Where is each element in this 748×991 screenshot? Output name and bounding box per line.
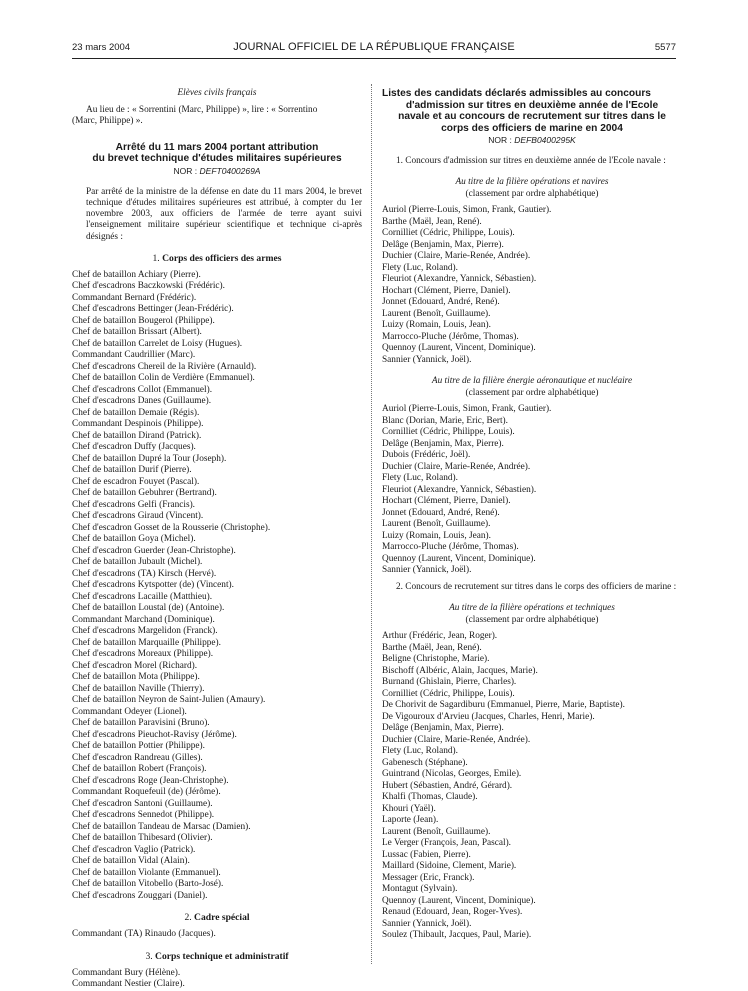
section-1-heading	[72, 253, 362, 265]
list-item: Delâge (Benjamin, Max, Pierre).	[382, 723, 504, 734]
list-item: Le Verger (François, Jean, Pascal).	[382, 838, 511, 849]
filiere-energie-sub: (classement par ordre alphabétique)	[465, 387, 599, 398]
list-item: Beligne (Christophe, Marie).	[382, 654, 490, 665]
list-item: Chef d'escadrons (TA) Kirsch (Hervé).	[72, 568, 217, 579]
list-item: Chef de bataillon Goya (Michel).	[72, 534, 196, 545]
header-date: 23 mars 2004	[72, 42, 131, 53]
listes-title-line-4: corps des officiers de marine en 2004	[441, 122, 623, 134]
list-item: Jonnet (Edouard, André, René).	[382, 507, 500, 518]
section-1-title: Corps des officiers des armes	[162, 252, 282, 264]
list-item: Bischoff (Albéric, Alain, Jacques, Marie).	[382, 665, 538, 676]
nor-reference: DEFB0400295K	[514, 135, 576, 145]
list-item: Chef d'escadron Gosset de la Rousserie (Christophe).	[72, 522, 271, 533]
nor-reference: DEFT0400269A	[199, 165, 261, 176]
section-3-title: Corps technique et administratif	[155, 950, 289, 962]
list-item: Commandant Nestier (Claire).	[72, 979, 185, 990]
list-item: Hubert (Sébastien, André, Gérard).	[382, 780, 513, 791]
list-item: Chef d'escadrons Gelfi (Francis).	[72, 499, 196, 510]
list-item: Laurent (Benoît, Guillaume).	[382, 308, 491, 319]
arrete-intro: Par arrêté de la ministre de la défense en date du 11 mars 2004, le brevet technique d'études militaires supérieures est attribué, à compter du 1er novembre 2003, aux officiers de l'armée de terre ayant suivi l'enseignement militaire supérieur scientifique et technique ci-après désignés :	[86, 186, 362, 242]
list-item: Barthe (Maël, Jean, René).	[382, 642, 482, 653]
section-3-number: 3.	[145, 950, 153, 962]
list-item: Commandant Marchand (Dominique).	[72, 614, 215, 625]
list-item: Chef de bataillon Brissart (Albert).	[72, 327, 202, 338]
list-item: Laurent (Benoît, Guillaume).	[382, 826, 491, 837]
list-item: Commandant Caudrillier (Marc).	[72, 350, 196, 361]
list-item: Quennoy (Laurent, Vincent, Dominique).	[382, 343, 536, 354]
list-item: Commandant Despinois (Philippe).	[72, 419, 204, 430]
list-item: Sannier (Yannick, Joël).	[382, 565, 472, 576]
list-item: Fleuriot (Alexandre, Yannick, Sébastien).	[382, 484, 537, 495]
list-item: Chef d'escadron Randreau (Gilles).	[72, 752, 203, 763]
section-1-list	[72, 270, 362, 903]
filiere-operations-navires-list	[382, 205, 682, 366]
page-header	[72, 40, 676, 59]
page-number: 5577	[654, 42, 676, 53]
filiere-energie-list	[382, 404, 682, 577]
filiere-operations-navires-sub: (classement par ordre alphabétique)	[465, 188, 599, 199]
list-item: Chef de bataillon Violante (Emmanuel).	[72, 867, 221, 878]
eleves-heading: Elèves civils français	[177, 88, 257, 98]
list-item: Chef de bataillon Thibesard (Olivier).	[72, 833, 213, 844]
list-item: Chef d'escadrons Baczkowski (Frédéric).	[72, 281, 225, 292]
list-item: Hochart (Clément, Pierre, Daniel).	[382, 285, 511, 296]
list-item: Luizy (Romain, Louis, Jean).	[382, 320, 491, 331]
list-item: Chef de bataillon Gebuhrer (Bertrand).	[72, 488, 217, 499]
list-item: Luizy (Romain, Louis, Jean).	[382, 530, 491, 541]
list-item: Chef de bataillon Vidal (Alain).	[72, 856, 190, 867]
list-item: Fleuriot (Alexandre, Yannick, Sébastien).	[382, 274, 537, 285]
list-item: Chef d'escadrons Danes (Guillaume).	[72, 396, 212, 407]
list-item: Flety (Luc, Roland).	[382, 473, 458, 484]
section-2-title: Cadre spécial	[194, 912, 250, 924]
filiere-operations-techniques-list	[382, 631, 682, 942]
concours-2-intro: 2. Concours de recrutement sur titres dans le corps des officiers de marine :	[396, 581, 677, 592]
list-item: Flety (Luc, Roland).	[382, 262, 458, 273]
list-item: Flety (Luc, Roland).	[382, 746, 458, 757]
filiere-operations-navires-heading: Au titre de la filière opérations et navires	[455, 177, 609, 188]
section-3-heading	[72, 951, 362, 963]
list-item: Quennoy (Laurent, Vincent, Dominique).	[382, 553, 536, 564]
section-3-list	[72, 968, 362, 991]
filiere-energie-heading: Au titre de la filière énergie aéronautique et nucléaire	[431, 376, 633, 387]
list-item: Lussac (Fabien, Pierre).	[382, 849, 471, 860]
list-item: Chef de bataillon Neyron de Saint-Julien (Amaury).	[72, 695, 266, 706]
list-item: Duchier (Claire, Marie-Renée, Andrée).	[382, 461, 531, 472]
left-column	[72, 88, 362, 991]
list-item: Cornilliet (Cédric, Philippe, Louis).	[382, 688, 515, 699]
list-item: Chef d'escadrons Pieuchot-Ravisy (Jérôme).	[72, 729, 237, 740]
list-item: Chef d'escadrons Bettinger (Jean-Frédéric).	[72, 304, 234, 315]
column-divider	[371, 84, 372, 964]
list-item: Renaud (Edouard, Jean, Roger-Yves).	[382, 907, 523, 918]
list-item: Cornilliet (Cédric, Philippe, Louis).	[382, 228, 515, 239]
list-item: Duchier (Claire, Marie-Renée, Andrée).	[382, 734, 531, 745]
list-item: Marrocco-Pluche (Jérôme, Thomas).	[382, 542, 519, 553]
nor-label: NOR :	[488, 135, 512, 145]
eleves-erratum-line-2: (Marc, Philippe) ».	[72, 116, 143, 126]
concours-1-intro: 1. Concours d'admission sur titres en deuxième année de l'Ecole navale :	[396, 156, 666, 166]
list-item: Gabenesch (Stéphane).	[382, 757, 468, 768]
list-item: Commandant Odeyer (Lionel).	[72, 706, 187, 717]
list-item: Chef d'escadrons Sennedot (Philippe).	[72, 810, 215, 821]
list-item: Commandant Bernard (Frédéric).	[72, 292, 197, 303]
list-item: Chef de bataillon Paravisini (Bruno).	[72, 718, 210, 729]
arrete-nor	[72, 165, 362, 177]
list-item: Chef d'escadron Vaglio (Patrick).	[72, 844, 196, 855]
list-item: Khalfi (Thomas, Claude).	[382, 792, 478, 803]
list-item: Chef de bataillon Dirand (Patrick).	[72, 430, 202, 441]
list-item: De Chorivit de Sagardiburu (Emmanuel, Pierre, Marie, Baptiste).	[382, 700, 625, 711]
list-item: Chef de bataillon Robert (François).	[72, 764, 207, 775]
list-item: Chef de bataillon Colin de Verdière (Emmanuel).	[72, 373, 255, 384]
list-item: Chef d'escadrons Chereil de la Rivière (Arnauld).	[72, 361, 257, 372]
arrete-title-line-2: du brevet technique d'études militaires supérieures	[92, 153, 342, 164]
list-item: Soulez (Thibault, Jacques, Paul, Marie).	[382, 930, 532, 941]
filiere-operations-techniques-sub: (classement par ordre alphabétique)	[465, 614, 599, 625]
list-item: Chef d'escadrons Collot (Emmanuel).	[72, 384, 213, 395]
list-item: Barthe (Maël, Jean, René).	[382, 216, 482, 227]
list-item: Messager (Eric, Franck).	[382, 872, 475, 883]
section-2-number: 2.	[184, 912, 192, 924]
listes-title-line-1: Listes des candidats déclarés admissibles au concours	[382, 88, 651, 99]
list-item: Jonnet (Edouard, André, René).	[382, 297, 500, 308]
list-item: Chef d'escadrons Margelidon (Franck).	[72, 626, 218, 637]
section-1-number: 1.	[152, 252, 160, 264]
list-item: Delâge (Benjamin, Max, Pierre).	[382, 239, 504, 250]
list-item: Commandant (TA) Rinaudo (Jacques).	[72, 929, 216, 940]
list-item: Chef de bataillon Demaie (Régis).	[72, 407, 200, 418]
list-item: Chef de bataillon Bougerol (Philippe).	[72, 315, 215, 326]
list-item: Arthur (Frédéric, Jean, Roger).	[382, 631, 498, 642]
list-item: Blanc (Dorian, Marie, Eric, Bert).	[382, 415, 508, 426]
list-item: Chef de bataillon Jubault (Michel).	[72, 557, 203, 568]
listes-title-line-3: navale et au concours de recrutement sur titres dans le	[398, 111, 666, 122]
list-item: Chef de escadron Fouyet (Pascal).	[72, 476, 200, 487]
list-item: Sannier (Yannick, Joël).	[382, 354, 472, 365]
list-item: Burnand (Ghislain, Pierre, Charles).	[382, 677, 517, 688]
list-item: Chef de bataillon Carrelet de Loisy (Hugues).	[72, 338, 243, 349]
list-item: Chef d'escadrons Roge (Jean-Christophe).	[72, 775, 229, 786]
list-item: Khouri (Yaël).	[382, 803, 436, 814]
list-item: Auriol (Pierre-Louis, Simon, Frank, Gautier).	[382, 205, 552, 216]
list-item: Delâge (Benjamin, Max, Pierre).	[382, 438, 504, 449]
list-item: Chef d'escadrons Lacaille (Matthieu).	[72, 591, 213, 602]
section-2-list	[72, 929, 362, 941]
list-item: Guintrand (Nicolas, Georges, Emile).	[382, 769, 522, 780]
list-item: Chef de bataillon Marquaille (Philippe).	[72, 637, 221, 648]
list-item: Cornilliet (Cédric, Philippe, Louis).	[382, 427, 515, 438]
list-item: Auriol (Pierre-Louis, Simon, Frank, Gautier).	[382, 404, 552, 415]
list-item: Hochart (Clément, Pierre, Daniel).	[382, 496, 511, 507]
list-item: Chef d'escadrons Zouggari (Daniel).	[72, 890, 208, 901]
list-item: Chef de bataillon Pottier (Philippe).	[72, 741, 205, 752]
list-item: Chef d'escadron Duffy (Jacques).	[72, 442, 196, 453]
filiere-operations-techniques-heading: Au titre de la filière opérations et techniques	[449, 603, 615, 614]
list-item: Chef de bataillon Mota (Philippe).	[72, 672, 200, 683]
list-item: Chef de bataillon Tandeau de Marsac (Damien).	[72, 821, 251, 832]
list-item: Commandant Bury (Hélène).	[72, 967, 181, 978]
list-item: Sannier (Yannick, Joël).	[382, 918, 472, 929]
nor-label: NOR :	[173, 165, 198, 176]
list-item: Chef de bataillon Loustal (de) (Antoine).	[72, 603, 225, 614]
list-item: Maillard (Sidoine, Clement, Marie).	[382, 861, 517, 872]
list-item: Montagut (Sylvain).	[382, 884, 458, 895]
list-item: Chef d'escadron Santoni (Guillaume).	[72, 798, 213, 809]
list-item: Commandant Roquefeuil (de) (Jérôme).	[72, 787, 221, 798]
list-item: Quennoy (Laurent, Vincent, Dominique).	[382, 895, 536, 906]
eleves-erratum-line-1: Au lieu de : « Sorrentini (Marc, Philippe) », lire : « Sorrentino	[86, 104, 318, 115]
list-item: Chef d'escadrons Moreaux (Philippe).	[72, 649, 214, 660]
list-item: Chef de bataillon Achiary (Pierre).	[72, 269, 201, 280]
list-item: Chef de bataillon Naville (Thierry).	[72, 683, 205, 694]
list-item: De Vigouroux d'Arvieu (Jacques, Charles, Henri, Marie).	[382, 711, 595, 722]
list-item: Chef d'escadrons Giraud (Vincent).	[72, 511, 204, 522]
list-item: Chef d'escadron Guerder (Jean-Christophe).	[72, 545, 236, 556]
list-item: Laporte (Jean).	[382, 815, 439, 826]
journal-title: JOURNAL OFFICIEL DE LA RÉPUBLIQUE FRANÇAISE	[233, 41, 515, 53]
list-item: Chef de bataillon Dupré la Tour (Joseph).	[72, 453, 227, 464]
list-item: Laurent (Benoît, Guillaume).	[382, 519, 491, 530]
listes-title-line-2: d'admission sur titres en deuxième année de l'Ecole	[405, 99, 659, 111]
section-2-heading	[72, 912, 362, 924]
list-item: Chef d'escadrons Kytspotter (de) (Vincent).	[72, 580, 234, 591]
list-item: Chef de bataillon Vitobello (Barto-José).	[72, 879, 224, 890]
list-item: Chef de bataillon Durif (Pierre).	[72, 465, 192, 476]
arrete-title-line-1: Arrêté du 11 mars 2004 portant attribution	[115, 141, 319, 153]
list-item: Dubois (Frédéric, Joël).	[382, 450, 471, 461]
list-item: Duchier (Claire, Marie-Renée, Andrée).	[382, 251, 531, 262]
listes-nor	[382, 134, 682, 146]
list-item: Marrocco-Pluche (Jérôme, Thomas).	[382, 331, 519, 342]
right-column	[382, 88, 682, 942]
list-item: Chef d'escadron Morel (Richard).	[72, 660, 198, 671]
